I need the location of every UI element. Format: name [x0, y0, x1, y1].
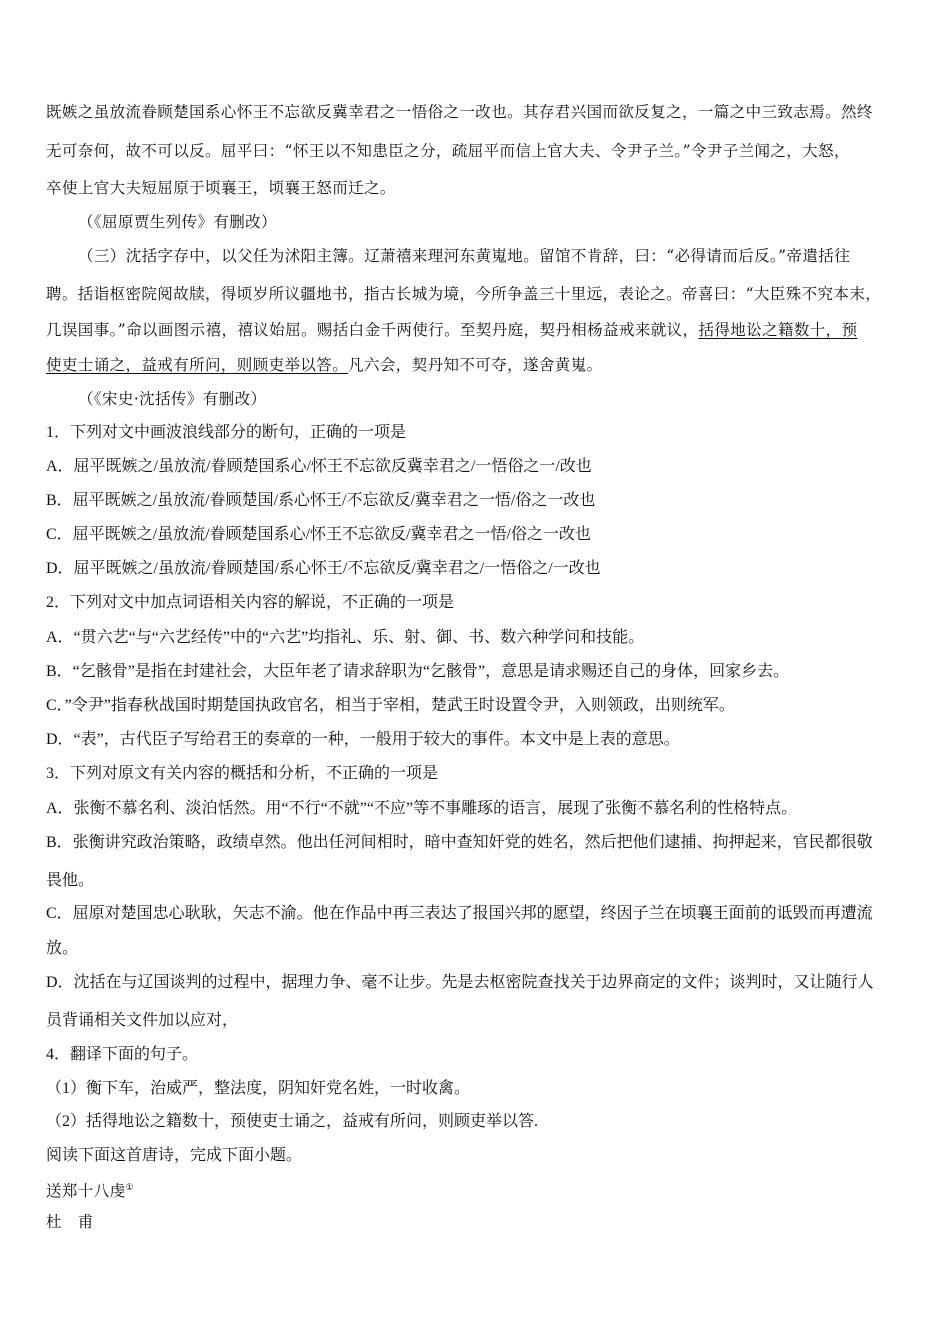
underlined-sentence-part2: 使吏士诵之，益戒有所问，则顾吏举以答。 — [46, 356, 349, 374]
q3-option-d-line1: D．沈括在与辽国谈判的过程中，据理力争、毫不让步。先是去枢密院查找关于边界商定的文件；谈判时，又让随行人 — [46, 974, 874, 991]
q2-option-b: B．“乞骸骨”是指在封建社会，大臣年老了请求辞职为“乞骸骨”，意思是请求赐还自己的身体，回家乡去。 — [46, 663, 790, 680]
passage-source-1: （《屈原贾生列传》有删改） — [78, 213, 277, 231]
passage-p3-line1: （三）沈括字存中，以父任为沭阳主簿。辽萧禧来理河东黄嵬地。留馆不肯辞，曰：“必得请而后反。”帝遣括往 — [78, 247, 851, 265]
q1-option-c: C．屈平既嫉之/虽放流/眷顾楚国系心/怀王不忘欲反/冀幸君之一悟/俗之一改也 — [46, 526, 591, 543]
q3-option-c-line1: C．屈原对楚国忠心耿耿，矢志不渝。他在作品中再三表达了报国兴邦的愿望，终因子兰在顷襄王面前的诋毁而再遭流 — [46, 905, 873, 922]
q2-stem: 2．下列对文中加点词语相关内容的解说，不正确的一项是 — [46, 594, 455, 611]
underlined-sentence-part1: 括得地讼之籍数十，预 — [698, 321, 858, 339]
passage-source-2: （《宋史·沈括传》有删改） — [78, 390, 267, 408]
q3-option-b-line1: B．张衡讲究政治策略，政绩卓然。他出任河间相时，暗中查知奸党的姓名，然后把他们逮捕、拘押起来，官民都很敬 — [46, 834, 873, 851]
q1-option-b: B．屈平既嫉之/虽放流/眷顾楚国/系心怀王/不忘欲反/冀幸君之一悟/俗之一改也 — [46, 492, 596, 509]
q2-option-d: D．“表”，古代臣子写给君王的奏章的一种，一般用于较大的事件。本文中是上表的意思。 — [46, 731, 680, 748]
q2-option-a: A．“贯六艺“与“六艺经传”中的“六艺”均指礼、乐、射、御、书、数六种学问和技能。 — [46, 629, 645, 646]
q3-option-a: A．张衡不慕名利、淡泊恬然。用“不行“不就”“不应”等不事雕琢的语言，展现了张衡不慕名利的性格特点。 — [46, 800, 798, 817]
passage-p3-line4-text: 凡六会，契丹知不可夺，遂舍黄嵬。 — [348, 356, 603, 374]
q3-option-d-line2: 员背诵相关文件加以应对， — [46, 1012, 239, 1029]
q3-option-c-line2: 放。 — [46, 940, 79, 957]
poem-author: 杜 甫 — [46, 1213, 94, 1231]
q1-option-d: D．屈平既嫉之/虽放流/眷顾楚国/系心怀王/不忘欲反/冀幸君之/一悟俗之/一改也 — [46, 560, 601, 577]
passage-p1-line3: 卒使上官大夫短屈原于顷襄王，顷襄王怒而迁之。 — [46, 179, 396, 197]
q1-option-a: A．屈平既嫉之/虽放流/眷顾楚国系心/怀王不忘欲反冀幸君之/一悟俗之一/改也 — [46, 458, 592, 475]
q4-sentence-1: （1）衡下车，治威严，整法度，阴知奸党名姓，一时收禽。 — [46, 1080, 471, 1097]
passage-p3-line4 — [46, 355, 908, 375]
passage-p3-line3-text: 几误国事。”命以画图示禧，禧议始屈。赐括白金千两使行。至契丹庭，契丹相杨益戒来就议， — [46, 321, 699, 339]
q3-stem: 3．下列对原文有关内容的概括和分析，不正确的一项是 — [46, 765, 439, 782]
footnote-marker: ① — [125, 1183, 134, 1193]
q4-sentence-2: （2）括得地讼之籍数十，预使吏士诵之，益戒有所问，则顾吏举以答. — [46, 1113, 539, 1130]
passage-p3-line3 — [46, 320, 908, 340]
q4-stem: 4．翻译下面的句子。 — [46, 1046, 199, 1063]
poem-title — [46, 1178, 908, 1201]
q1-stem: 1．下列对文中画波浪线部分的断句，正确的一项是 — [46, 424, 407, 441]
passage-p1-line1: 既嫉之虽放流眷顾楚国系心怀王不忘欲反冀幸君之一悟俗之一改也。其存君兴国而欲反复之，一篇之中三致志焉。然终 — [46, 103, 873, 121]
poem-intro: 阅读下面这首唐诗，完成下面小题。 — [46, 1147, 303, 1164]
passage-p3-line2: 聘。括诣枢密院阅故牍，得顷岁所议疆地书，指古长城为境，今所争盖三十里远，表论之。帝喜曰：“大臣殊不究本末， — [46, 285, 882, 303]
passage-p1-line2: 无可奈何，故不可以反。屈平曰：“怀王以不知患臣之分，疏屈平而信上官大夫、令尹子兰。”令尹子兰闻之，大怒， — [46, 142, 850, 160]
q2-option-c: C．”令尹”指春秋战国时期楚国执政官名，相当于宰相，楚武王时设置令尹，入则领政，出则统军。 — [46, 697, 735, 714]
q3-option-b-line2: 畏他。 — [46, 872, 95, 889]
poem-title-text: 送郑十八虔 — [46, 1182, 126, 1201]
